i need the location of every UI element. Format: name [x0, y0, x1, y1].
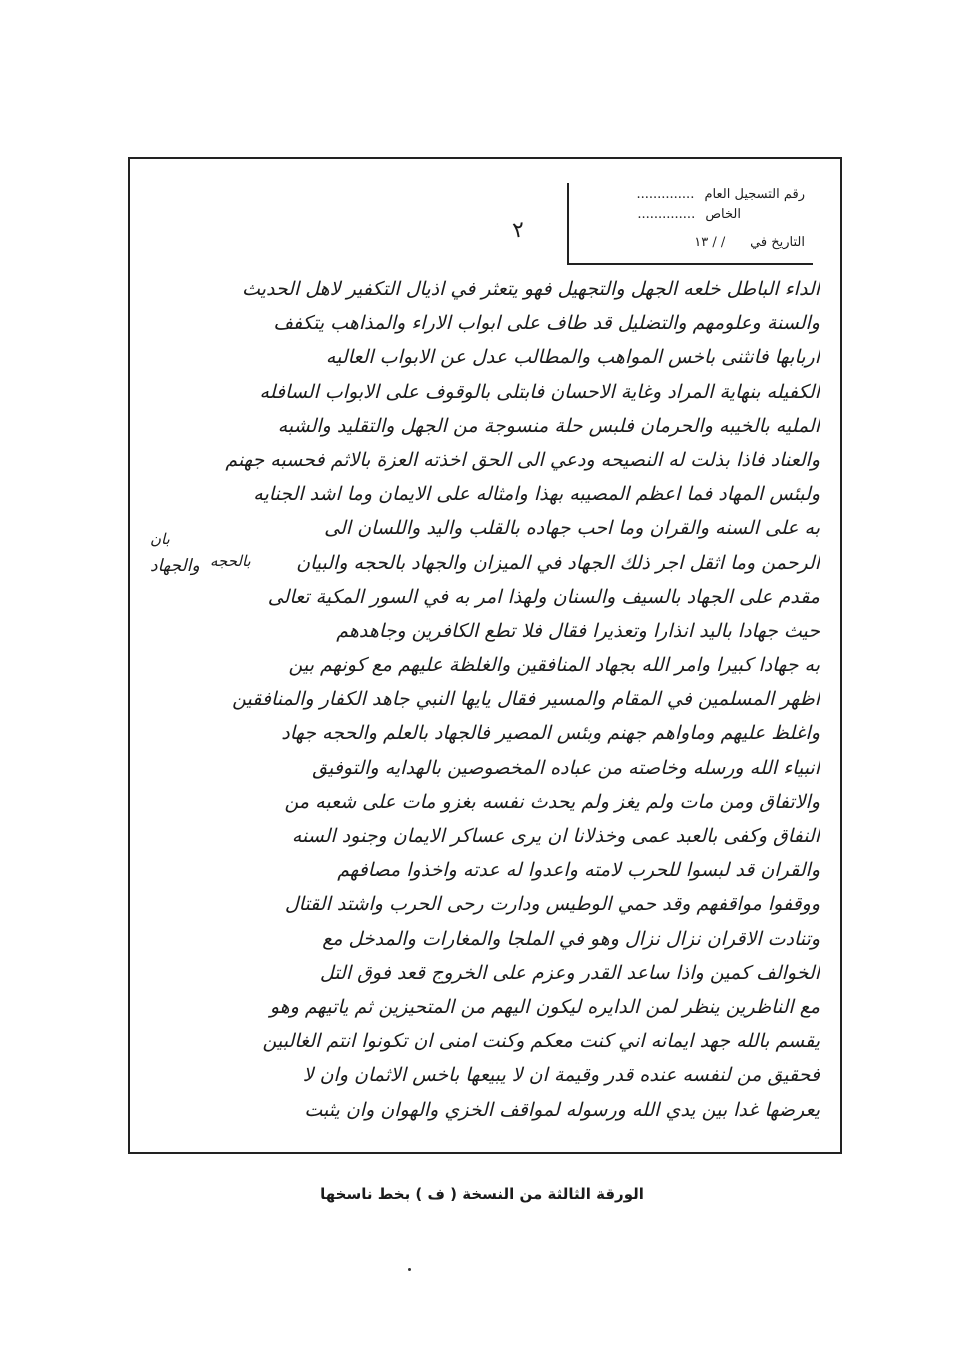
stamp-label: رقم التسجيل — [734, 187, 805, 202]
manuscript-text — [196, 272, 820, 1127]
manuscript-line: واغلظ عليهم وماواهم جهنم وبئس المصير فالجهاد بالعلم والحجه جهاد — [281, 722, 820, 745]
manuscript-line: مقدم على الجهاد بالسيف والسنان ولهذا امر به في السور المكية تعالى — [267, 585, 820, 608]
stamp-dots: .............. — [636, 187, 695, 202]
stamp-row-1 — [636, 187, 805, 202]
stamp-date-label: التاريخ في — [750, 235, 805, 250]
manuscript-line: ولبئس المهاد فما اعظم المصيبه بهذا وامثاله على الايمان وما اشد الجنايه — [253, 483, 820, 506]
stamp-row-3 — [694, 235, 805, 250]
manuscript-line: والسنة وعلومهم والتضليل قد طاف على ابواب الاراء والمذاهب يتكفف — [273, 312, 820, 335]
margin-note: والجهاد — [150, 556, 200, 576]
manuscript-line: ووقفوا مواقفهم وقد حمي الوطيس ودارت رحى الحرب واشتد القتال — [284, 893, 820, 916]
manuscript-line: مع الناظرين ينظر لمن الدايره ليكون اليهم من المتحيزين ثم ياتيهم وهو — [269, 995, 820, 1018]
manuscript-line: حيث جهادا باليد انذارا وتعذيرا فقال فلا تطع الكافرين وجاهدهم — [336, 619, 820, 642]
manuscript-line: وتنادت الاقران نزال نزال وهو في الملجا والمغارات والمدخل مع — [322, 927, 820, 950]
margin-note: بالحجه — [210, 552, 251, 570]
manuscript-line: والقران قد لبسوا للحرب لامته واعدوا له عدته واخذوا مصافهم — [337, 859, 820, 882]
corner-mark: ٢ — [510, 217, 527, 244]
manuscript-line: الرحمن وما اثقل اجر ذلك الجهاد في الميزان والجهاد بالحجه والبيان — [296, 551, 820, 574]
manuscript-line: المليه بالخيبه والحرمان فلبس حلة منسوجة من الجهل والتقليد والشبه — [277, 414, 820, 437]
registration-stamp — [567, 183, 813, 265]
stamp-dots: .............. — [637, 207, 696, 222]
margin-note: بان — [150, 530, 170, 548]
manuscript-line: الداء الباطل خلعه الجهل والتجهيل فهو يتعثر في اذيال التكفير لاهل الحديث — [242, 278, 820, 300]
manuscript-line: اربابها فانثنى باخس المواهب والمطالب عدل عن الابواب العاليه — [325, 346, 820, 369]
stamp-row-2 — [637, 207, 741, 222]
manuscript-line: به جهادا كبيرا وامر الله بجهاد المنافقين والغلظة عليهم مع كونهم بين — [288, 654, 820, 677]
stamp-date-value: / / ١٣ — [694, 235, 726, 250]
manuscript-line: النفاق وكفى بالعبد عمى وخذلانا ان يرى عساكر الايمان وجنود السنه — [291, 825, 820, 847]
manuscript-line: اظهر المسلمين في المقام والمسير فقال يايها النبي جاهد الكفار والمنافقين — [232, 688, 820, 711]
manuscript-line: به على السنه والقران وما احب جهاده بالقلب واليد واللسان الى — [324, 517, 820, 540]
manuscript-line: فحقيق من لنفسه عنده قدر وقيمة ان لا يبيعها باخس الاثمان وان لا — [302, 1064, 820, 1087]
scan-speck — [408, 1268, 411, 1271]
manuscript-line: انبياء الله ورسله وخاصته من عباده المخصوصين بالهدايه والتوفيق — [312, 756, 820, 779]
manuscript-line: والاتفاق ومن مات ولم يغز ولم يحدث نفسه بغزو مات على شعبه من — [284, 790, 820, 813]
stamp-value: الخاص — [705, 207, 741, 222]
manuscript-line: يعرضها غدا بين يدي الله ورسوله لمواقف الخزي والهوان وان يثبت — [304, 1098, 820, 1121]
manuscript-line: يقسم بالله جهد ايمانه اني كنت معكم وكنت امنى ان تكونوا انتم الغالبين — [262, 1030, 820, 1053]
manuscript-line: الخوالف كمين واذا ساعد القدر وعزم على الخروج قعد فوق التل — [319, 961, 820, 984]
manuscript-line: الكفيله بنهاية المراد وغاية الاحسان فابتلى بالوقوف على الابواب السافله — [259, 380, 820, 403]
stamp-value: العام — [704, 187, 731, 202]
page-caption: الورقة الثالثة من النسخة ( ف ) بخط ناسخها — [320, 1185, 644, 1203]
manuscript-line: والعناد فاذا بذلت له النصيحه ودعي الى الحق اخذته العزة بالاثم فحسبه جهنم — [225, 448, 820, 471]
